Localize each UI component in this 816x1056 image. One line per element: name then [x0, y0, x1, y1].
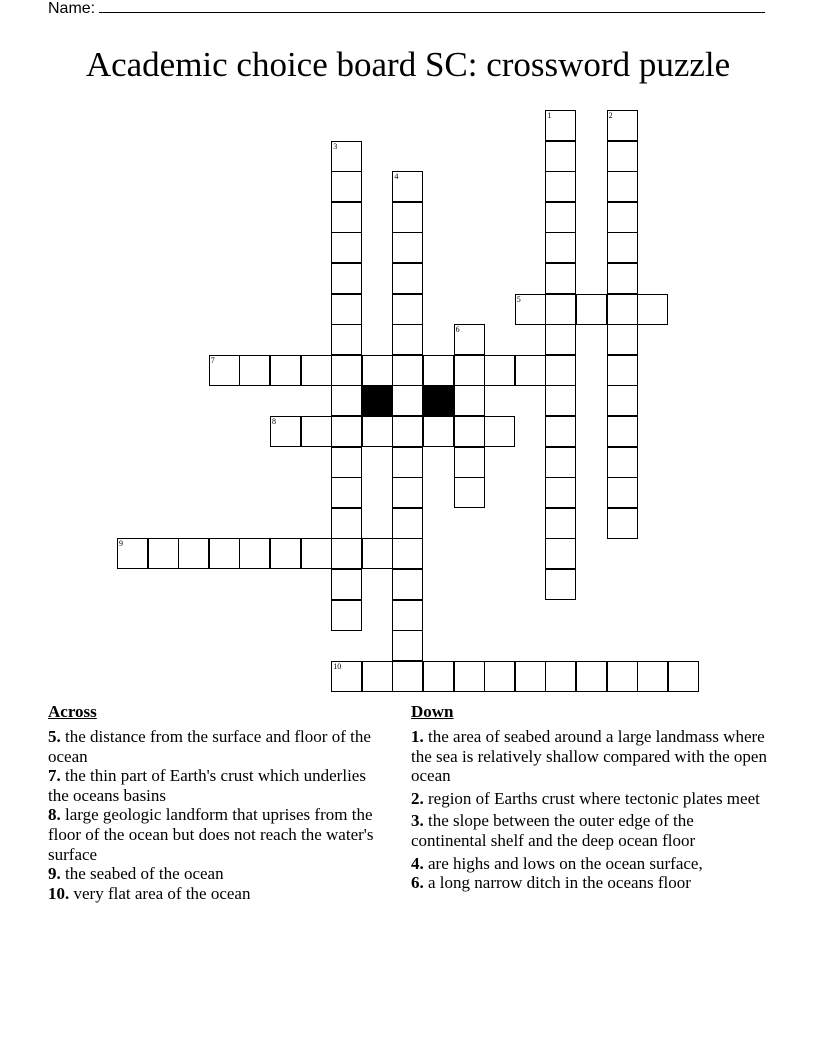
grid-cell[interactable]: [545, 569, 576, 600]
grid-cell[interactable]: [362, 538, 393, 569]
grid-cell[interactable]: [392, 630, 423, 661]
grid-cell[interactable]: [607, 508, 638, 539]
grid-cell[interactable]: [545, 661, 576, 692]
grid-cell[interactable]: [331, 477, 362, 508]
clue-number: 2: [608, 111, 613, 120]
grid-cell[interactable]: [362, 416, 393, 447]
clue-across-5: 5. the distance from the surface and floor of the ocean: [48, 727, 371, 766]
clue-number: 6: [455, 325, 460, 335]
grid-cell[interactable]: [607, 355, 638, 386]
grid-cell[interactable]: [331, 447, 362, 478]
grid-cell[interactable]: [576, 661, 607, 692]
grid-cell[interactable]: [239, 538, 270, 569]
grid-cell[interactable]: [454, 324, 485, 355]
grid-cell[interactable]: [362, 661, 393, 692]
grid-cell[interactable]: [545, 110, 576, 141]
grid-cell[interactable]: [454, 416, 485, 447]
grid-cell[interactable]: [668, 661, 699, 692]
grid-cell[interactable]: [331, 385, 362, 416]
grid-cell[interactable]: [301, 538, 332, 569]
grid-cell[interactable]: [392, 416, 423, 447]
grid-cell[interactable]: [331, 171, 362, 202]
clue-across-10: 10. very flat area of the ocean: [48, 883, 251, 903]
grid-cell[interactable]: [331, 661, 362, 692]
clue-down-1: 1. the area of seabed around a large landmass where the sea is relatively shallow compared with the open ocean: [411, 727, 767, 786]
grid-cell[interactable]: [545, 477, 576, 508]
grid-cell[interactable]: [545, 202, 576, 233]
grid-cell[interactable]: [423, 416, 454, 447]
clue-across-8: 8. large geologic landform that uprises from the floor of the ocean but does not reach the water's surface: [48, 805, 374, 864]
grid-cell[interactable]: [301, 355, 332, 386]
across-heading: Across: [48, 702, 97, 721]
clue-number: 5: [516, 294, 521, 304]
grid-cell[interactable]: [301, 416, 332, 447]
grid-cell[interactable]: [637, 661, 668, 692]
grid-cell[interactable]: [392, 569, 423, 600]
grid-cell[interactable]: [454, 477, 485, 508]
clue-number: 7: [210, 355, 215, 365]
grid-cell[interactable]: [392, 661, 423, 692]
grid-cell[interactable]: [392, 171, 423, 202]
grid-cell[interactable]: [545, 171, 576, 202]
grid-cell[interactable]: [331, 600, 362, 631]
grid-cell[interactable]: [331, 508, 362, 539]
grid-cell[interactable]: [607, 232, 638, 263]
grid-cell[interactable]: [392, 355, 423, 386]
grid-cell[interactable]: [545, 355, 576, 386]
grid-cell[interactable]: [209, 538, 240, 569]
grid-cell[interactable]: [454, 661, 485, 692]
clue-number: 1: [547, 111, 552, 120]
grid-cell[interactable]: [178, 538, 209, 569]
grid-cell[interactable]: [545, 385, 576, 416]
grid-cell[interactable]: [392, 294, 423, 325]
grid-cell[interactable]: [454, 385, 485, 416]
clue-across-7: 7. the thin part of Earth's crust which underlies the oceans basins: [48, 766, 366, 805]
grid-cell[interactable]: [209, 355, 240, 386]
grid-cell[interactable]: [331, 355, 362, 386]
grid-cell[interactable]: [545, 232, 576, 263]
grid-cell[interactable]: [545, 141, 576, 172]
grid-cell[interactable]: [392, 508, 423, 539]
clue-number: 9: [119, 539, 123, 549]
grid-cell[interactable]: [607, 294, 638, 325]
grid-cell[interactable]: [331, 538, 362, 569]
grid-cell[interactable]: [148, 538, 179, 569]
clue-down-6: 6. a long narrow ditch in the oceans floor: [411, 873, 691, 893]
grid-cell[interactable]: [607, 385, 638, 416]
grid-cell[interactable]: [545, 324, 576, 355]
clue-across-9: 9. the seabed of the ocean: [48, 864, 224, 884]
clue-down-3: 3. the slope between the outer edge of the continental shelf and the deep ocean floor: [411, 811, 696, 850]
grid-cell[interactable]: [117, 538, 148, 569]
grid-cell[interactable]: [392, 385, 423, 416]
grid-cell[interactable]: [607, 447, 638, 478]
clue-number: 3: [333, 141, 338, 151]
grid-cell[interactable]: [392, 232, 423, 263]
grid-cell[interactable]: [515, 294, 546, 325]
clue-down-4: 4. are highs and lows on the ocean surface,: [411, 853, 703, 873]
grid-cell[interactable]: [545, 508, 576, 539]
down-clues: [411, 702, 771, 893]
grid-cell[interactable]: [392, 600, 423, 631]
grid-cell[interactable]: [545, 447, 576, 478]
grid-cell[interactable]: [270, 355, 301, 386]
grid-cell[interactable]: [607, 110, 638, 141]
grid-cell[interactable]: [515, 355, 546, 386]
grid-cell-black: [423, 385, 454, 416]
grid-cell[interactable]: [392, 447, 423, 478]
grid-cell[interactable]: [392, 324, 423, 355]
grid-cell[interactable]: [331, 569, 362, 600]
grid-cell[interactable]: [454, 447, 485, 478]
grid-cell[interactable]: [270, 416, 301, 447]
grid-cell[interactable]: [545, 294, 576, 325]
grid-cell[interactable]: [607, 477, 638, 508]
grid-cell[interactable]: [331, 416, 362, 447]
grid-cell[interactable]: [607, 171, 638, 202]
grid-cell[interactable]: [454, 355, 485, 386]
grid-cell[interactable]: [607, 263, 638, 294]
clue-down-2: 2. region of Earths crust where tectonic plates meet: [411, 788, 760, 808]
grid-cell[interactable]: [423, 661, 454, 692]
grid-cell[interactable]: [392, 538, 423, 569]
grid-cell[interactable]: [484, 416, 515, 447]
grid-cell[interactable]: [392, 263, 423, 294]
page-title: Academic choice board SC: crossword puzzle: [85, 45, 731, 84]
grid-cell[interactable]: [331, 263, 362, 294]
grid-cell[interactable]: [484, 355, 515, 386]
grid-cell[interactable]: [331, 141, 362, 172]
grid-cell[interactable]: [545, 538, 576, 569]
clue-number: 8: [272, 417, 276, 426]
grid-cell[interactable]: [270, 538, 301, 569]
name-label: Name:: [48, 0, 96, 17]
grid-cell[interactable]: [331, 202, 362, 233]
grid-cell[interactable]: [392, 477, 423, 508]
clue-number: 4: [394, 172, 399, 182]
grid-cell[interactable]: [607, 324, 638, 355]
grid-cell[interactable]: [607, 416, 638, 447]
grid-cell[interactable]: [362, 355, 393, 386]
grid-cell-black: [362, 385, 393, 416]
grid-cell[interactable]: [392, 202, 423, 233]
grid-cell[interactable]: [607, 661, 638, 692]
grid-cell[interactable]: [637, 294, 668, 325]
clue-number: 10: [333, 661, 342, 671]
grid-cell[interactable]: [545, 263, 576, 294]
grid-cell[interactable]: [239, 355, 270, 386]
grid-cell[interactable]: [331, 232, 362, 263]
grid-cell[interactable]: [484, 661, 515, 692]
grid-cell[interactable]: [607, 202, 638, 233]
grid-cell[interactable]: [515, 661, 546, 692]
grid-cell[interactable]: [331, 294, 362, 325]
across-clues: [48, 702, 383, 903]
grid-cell[interactable]: [545, 416, 576, 447]
grid-cell[interactable]: [331, 324, 362, 355]
grid-cell[interactable]: [423, 355, 454, 386]
down-heading: Down: [411, 702, 454, 721]
grid-cell[interactable]: [607, 141, 638, 172]
grid-cell[interactable]: [576, 294, 607, 325]
